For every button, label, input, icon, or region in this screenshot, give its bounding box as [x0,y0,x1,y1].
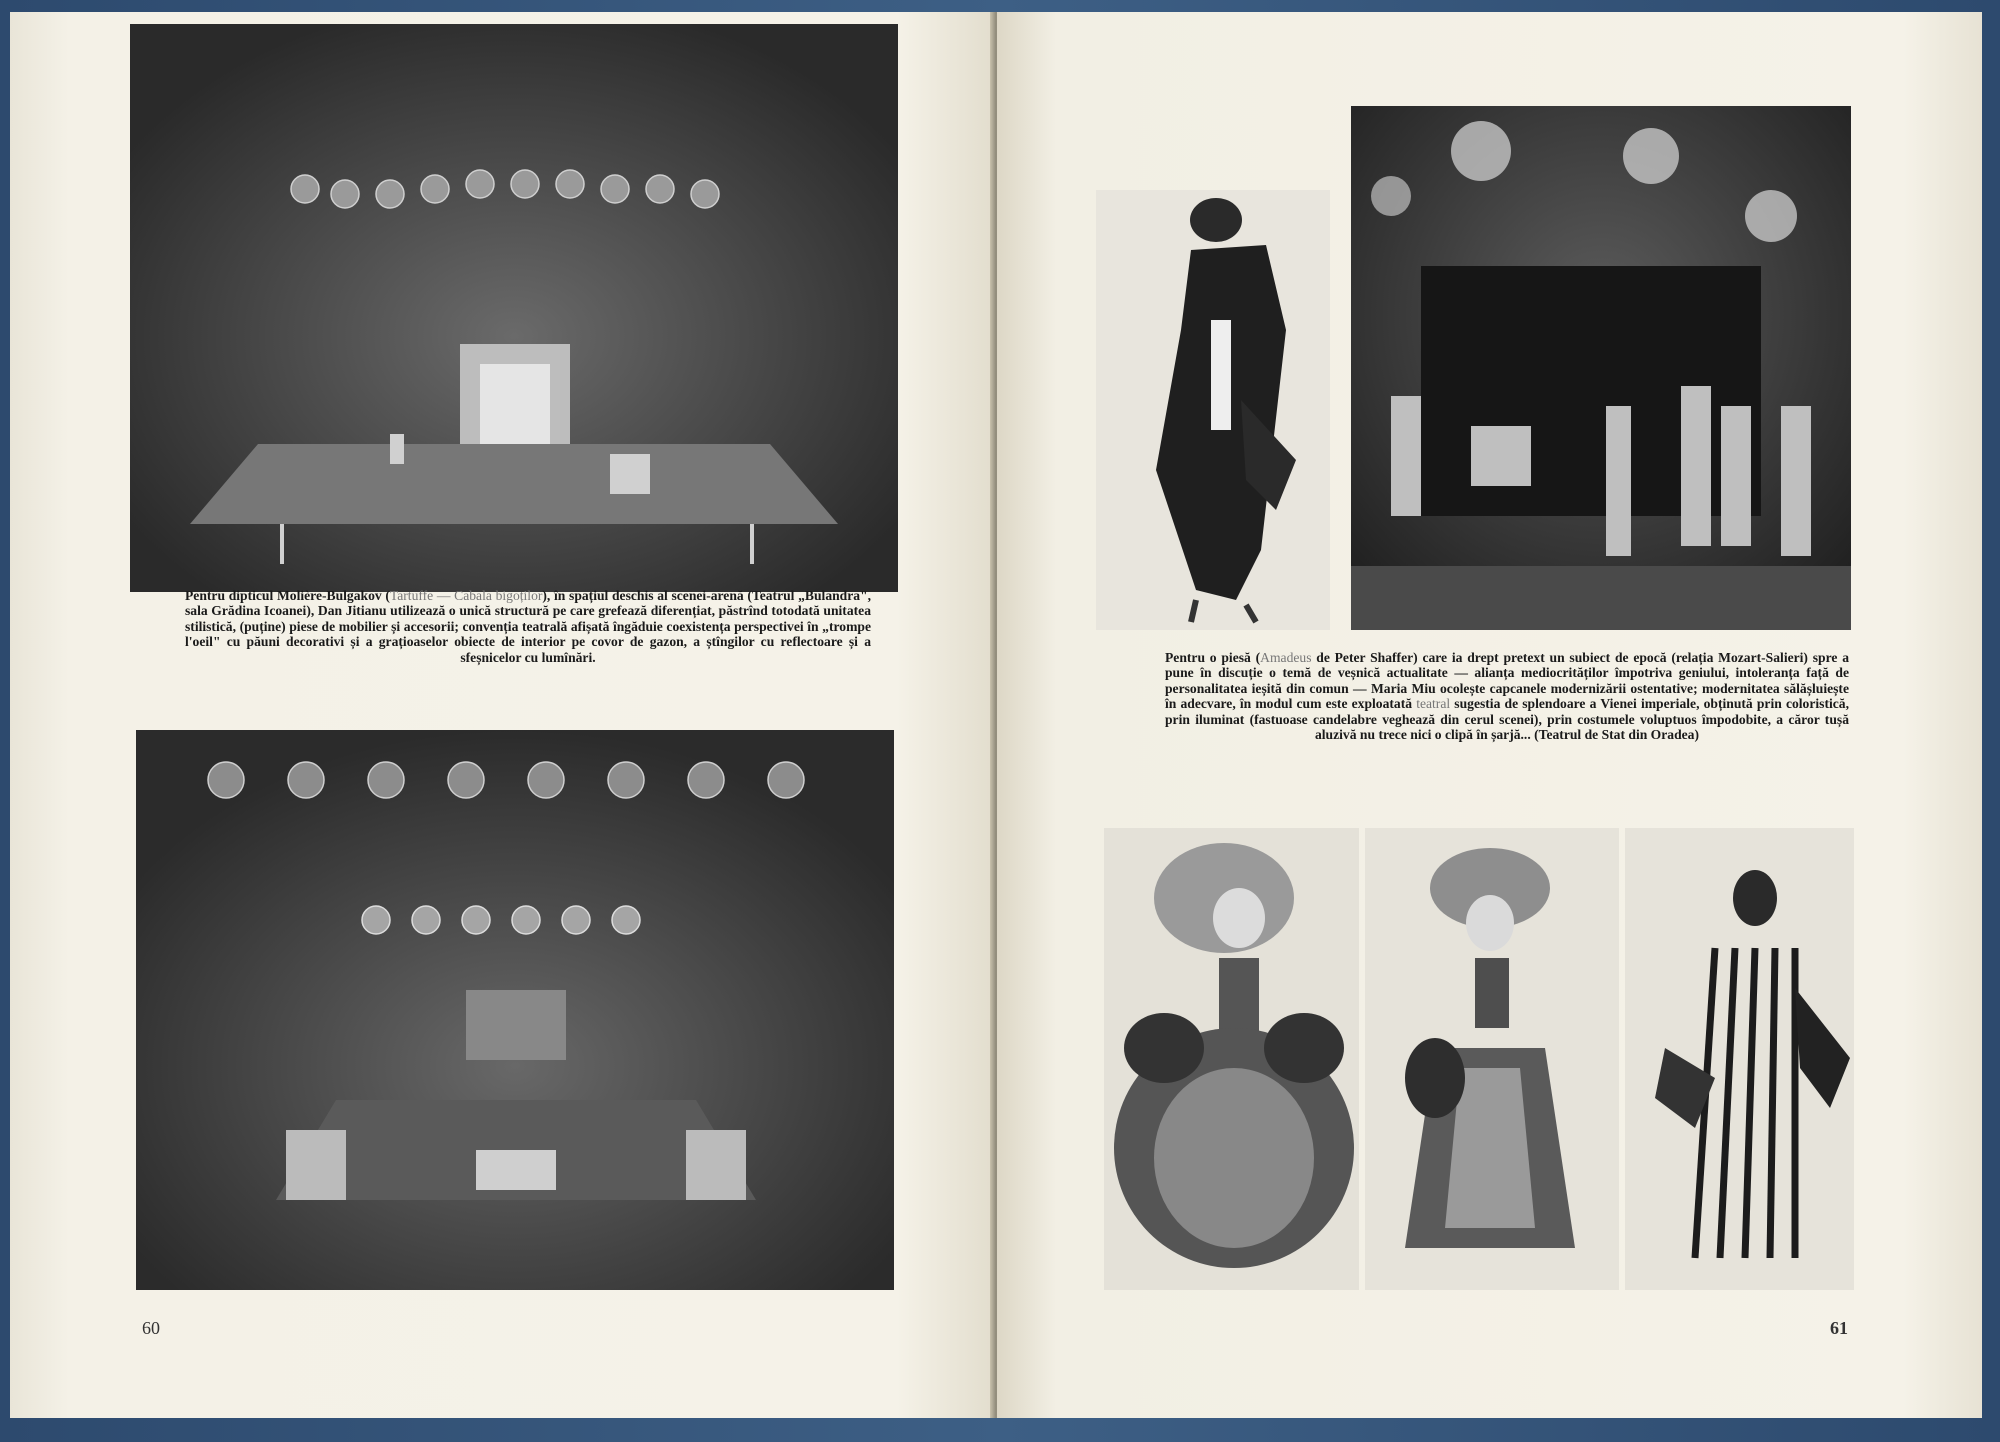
page-number-right: 61 [1830,1318,1848,1338]
costume-sketch-gown-1 [1104,828,1359,1290]
costume-sketch-striped-coat [1625,828,1854,1290]
caption-right: Pentru o piesă (Amadeus de Peter Shaffer) care ia drept pretext un subiect de epocă (relația Mozart-Salieri) spre a pune în discuție o temă de veșnică actualitate — alianța mediocrităților împotriva geniului, intoleranța față de personalitatea ieșită din comun — Maria Miu ocolește capcanele modernizării ostentative; modernitatea sălășluiește în adecvare, în modul cum este exploatată teatral sugestia de splendoare a Vienei imperiale, obținută prin coloristică, prin iluminat (fastuoase candelabre veghează din cerul scenei), prin costumele voluptuos împodobite, a căror tușă aluzivă nu trece nici o clipă în șarjă... (Teatrul de Stat din Oradea) [1165,650,1849,743]
caption-left: Pentru dipticul Molière-Bulgakov (Tartuffe — Cabala bigoților), în spațiul deschis al scenei-arenă (Teatrul „Bulandra", sala Grădina Icoanei), Dan Jitianu utilizează o unică structură pe care grefează diferențiat, păstrînd totodată unitatea stilistică, (puține) piese de mobilier și accesorii; convenția teatrală afișată îngăduie coexistența perspectivei în „trompe l'oeil" cu păuni decorativi și a grațioaselor obiecte de interior pe covor de gazon, a ștîngilor cu reflectoare și a sfeșnicelor cu lumînări. [185,588,872,665]
left-page [10,12,995,1418]
amadeus-stage-photo [1351,106,1851,630]
costume-sketch-gown-2 [1365,828,1619,1290]
costume-sketch-mozart [1096,190,1330,630]
stage-photo-bottom [136,730,894,1290]
right-page [997,12,1982,1418]
page-number-left: 60 [142,1318,160,1338]
stage-photo-top [130,24,898,592]
